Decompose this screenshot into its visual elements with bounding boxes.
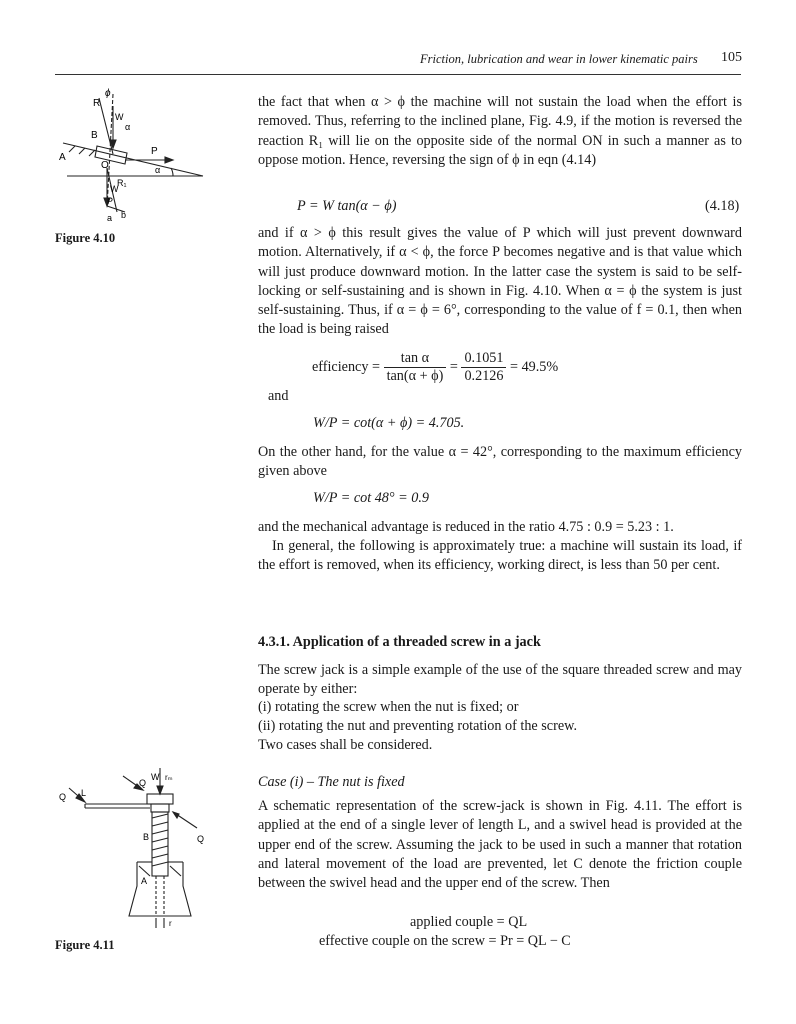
label-B: B <box>143 832 150 842</box>
fraction-1-numerator: tan α <box>384 350 447 368</box>
figure-4-10-diagram <box>55 88 205 223</box>
label-P2: P <box>107 196 114 206</box>
efficiency-equals: = <box>449 359 458 375</box>
paragraph-6: The screw jack is a simple example of the use of the square threaded screw and may operate by either: <box>258 662 742 698</box>
list-item-1: (i) rotating the screw when the nut is fixed; or <box>258 699 519 715</box>
paragraph-4: and the mechanical advantage is reduced in the ratio 4.75 : 0.9 = 5.23 : 1. <box>258 519 674 535</box>
label-b: b <box>121 210 127 220</box>
efficiency-result: = 49.5% <box>510 359 559 375</box>
equation-number-4-18: (4.18) <box>705 198 740 214</box>
applied-couple-equation: applied couple = QL <box>410 914 528 930</box>
case-heading: Case (i) – The nut is fixed <box>258 774 405 790</box>
and-connector: and <box>268 388 289 404</box>
efficiency-fraction-2 <box>461 350 506 385</box>
label-P: P <box>151 146 158 157</box>
fraction-1-denominator: tan(α + ϕ) <box>386 368 444 384</box>
page-number: 105 <box>721 50 742 65</box>
header-rule <box>55 74 741 75</box>
paragraph-7: Two cases shall be considered. <box>258 737 433 753</box>
section-title-4-3-1: 4.3.1. Application of a threaded screw in a jack <box>258 634 541 650</box>
screw-body <box>152 812 168 876</box>
label-O: O <box>101 160 109 171</box>
label-B: B <box>91 130 98 141</box>
paragraph-2: and if α > ϕ this result gives the value of P which will just prevent downward motion. Alternatively, if α < ϕ, the force P becomes negative and is that value which will just produce downward motion. In the latter case the system is said to be self-locking or self-sustaining and is shown in Fig. 4.10. When α = ϕ the system is just self-sustaining. Thus, if α = ϕ = 6°, corresponding to the value of f = 0.1, then when the load is being raised <box>258 225 742 338</box>
label-Q-top: Q <box>139 778 147 788</box>
label-Q-left: Q <box>59 792 67 802</box>
effective-couple-equation: effective couple on the screw = Pr = QL − C <box>319 933 571 949</box>
figure-4-10-caption: Figure 4.10 <box>55 231 116 245</box>
efficiency-equation <box>312 350 558 385</box>
figure-4-11-caption: Figure 4.11 <box>55 938 115 952</box>
label-A: A <box>141 876 148 886</box>
label-W: W <box>151 772 160 782</box>
sliding-block <box>95 146 127 164</box>
label-rm: rₘ <box>165 773 173 782</box>
efficiency-fraction-1 <box>384 350 447 385</box>
label-W: W <box>115 112 124 122</box>
paragraph-8: A schematic representation of the screw-jack is shown in Fig. 4.11. The effort is applied at the end of a single lever of length L, and a swivel head is provided at the upper end of the screw. Assuming the jack to be used in such a manner that rotation and lateral movement of the load are prevented, let C denote the friction couple between the swivel head and the upper end of the screw. Then <box>258 798 742 892</box>
list-item-2: (ii) rotating the nut and preventing rotation of the screw. <box>258 718 577 734</box>
label-phi: ϕ <box>105 88 111 99</box>
label-W2: W <box>110 184 119 194</box>
label-alpha-top: α <box>125 122 131 132</box>
figure-4-11-diagram <box>55 766 215 936</box>
label-R: R <box>93 98 101 109</box>
label-alpha: α <box>155 165 161 175</box>
label-A: A <box>59 152 66 163</box>
wp-equation-2: W/P = cot 48° = 0.9 <box>313 490 429 506</box>
label-r: r <box>169 919 172 928</box>
label-a: a <box>107 213 113 223</box>
fraction-2-numerator: 0.1051 <box>461 350 506 368</box>
paragraph-3: On the other hand, for the value α = 42°, corresponding to the maximum efficiency given above <box>258 444 742 480</box>
label-R1: R₁ <box>117 178 127 188</box>
jack-body <box>129 862 191 916</box>
paragraph-5: In general, the following is approximately true: a machine will sustain its load, if the effort is removed, when its efficiency, working direct, is less than 50 per cent. <box>258 538 742 574</box>
wp-equation-1: W/P = cot(α + ϕ) = 4.705. <box>313 415 465 431</box>
running-head: Friction, lubrication and wear in lower kinematic pairs <box>420 52 698 66</box>
paragraph-1: the fact that when α > ϕ the machine will not sustain the load when the effort is removed. Thus, referring to the inclined plane, Fig. 4.9, if the motion is reversed the reaction R₁ will lie on the opposite side of the normal ON in such a manner as to oppose motion. Hence, reversing the sign of ϕ in eqn (4.14) <box>258 94 742 168</box>
fraction-2-denominator: 0.2126 <box>464 368 504 384</box>
efficiency-label: efficiency = <box>312 359 381 375</box>
equation-4-18: P = W tan(α − ϕ) <box>297 198 397 214</box>
label-Q-right: Q <box>197 834 205 844</box>
label-L: L <box>81 788 87 798</box>
